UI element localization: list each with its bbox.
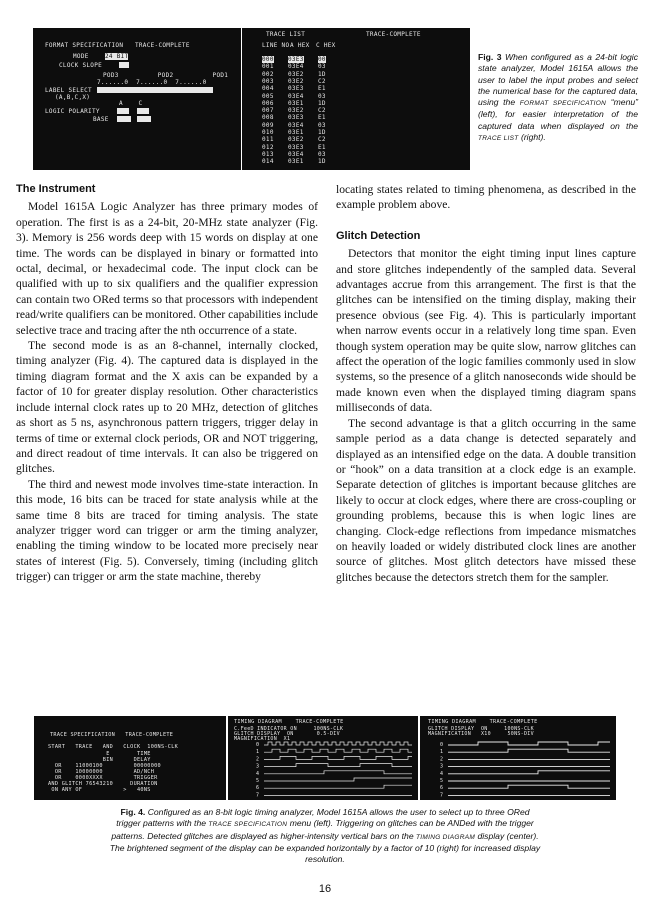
- fig3-caption: [478, 52, 638, 144]
- trace-list-cell: 003: [262, 77, 274, 85]
- base-label: BASE: [93, 116, 109, 123]
- left-column: [16, 182, 318, 585]
- trace-list-cell: 1D: [318, 99, 326, 107]
- timing-info-line: C.FeeD INDICATOR ON 100NS-CLK: [234, 726, 344, 732]
- logic-polarity-label: LOGIC POLARITY: [45, 108, 100, 115]
- trace-list-cell: 03E1: [288, 99, 304, 107]
- trace-list-cell: 013: [262, 150, 274, 158]
- col-header-line: LINE NO: [262, 42, 290, 49]
- base-c: [137, 116, 151, 122]
- screen-header: TIMING DIAGRAM TRACE-COMPLETE: [234, 719, 344, 725]
- polarity-a: [117, 108, 129, 114]
- polarity-c: [137, 108, 149, 114]
- trace-spec-line: OR 0000XXXX TRIGGER: [48, 775, 158, 781]
- trace-list-cell: 03E4: [288, 150, 304, 158]
- trace-list-cell: 03E3: [288, 114, 304, 122]
- channel-label: 4: [440, 770, 444, 777]
- channel-waveform: [448, 771, 610, 774]
- trace-list-cell: 011: [262, 136, 274, 144]
- channel-waveform: [264, 756, 412, 759]
- fig4-trace-specification-screen: [34, 716, 226, 800]
- trace-spec-line: OR 10000000 AD/NCH: [48, 769, 155, 775]
- fig4-magnified-timing-screen: [420, 716, 616, 800]
- pod-bit-ranges: 7......0 7......0 7......0: [97, 79, 207, 86]
- channel-waveform: [448, 742, 610, 745]
- timing-info-line: GLITCH DISPLAY ON 100NS-CLK: [428, 726, 534, 732]
- channel-waveform: [264, 749, 412, 752]
- fig4-caption-smallcaps2: TIMING DIAGRAM: [416, 833, 476, 841]
- trace-list-header: TRACE LIST: [266, 31, 306, 38]
- trace-list-cell: 008: [262, 114, 274, 122]
- trace-list-cell: 03E1: [288, 158, 304, 166]
- right-column: [336, 182, 636, 585]
- trace-complete-header: TRACE-COMPLETE: [366, 31, 421, 38]
- mode-value: 24 BIT: [105, 53, 129, 60]
- fig4-caption-text3: display (center). The brightened segment of the display can be expanded horizontally by a factor of 10 (right) for increased display resolution.: [109, 830, 541, 865]
- trace-list-cell: 005: [262, 92, 274, 100]
- trace-spec-line: BIN DELAY: [48, 757, 151, 763]
- section-heading-glitch-detection: Glitch Detection: [336, 229, 421, 242]
- polarity-columns: A C: [119, 100, 143, 107]
- trace-list-cell: 03E1: [288, 129, 304, 136]
- trace-list-cell: E1: [318, 114, 326, 122]
- paragraph: Model 1615A Logic Analyzer has three primary modes of operation. The first is as a 24-bit, 20-MHz state analyzer (Fig. 3). Memory is 256 words deep with 15 words on display at one time. The words can be displayed in binary or formatted into octal, decimal, or hexadecimal code. The input clock can be qualified with up to six qualifiers and the qualifier expression can contain two ORed terms so that processors with independent read/write qualifiers can be monitored. Other capabilities include selective trace and tracing after the nth occurrence of a state.: [16, 200, 318, 337]
- trace-list-cell: C2: [318, 77, 326, 85]
- fig3-caption-text2: “menu” (left), for easier interpretation of the captured data when displayed on the: [478, 97, 639, 131]
- mode-label: MODE: [73, 53, 89, 60]
- label-select-bar: [97, 87, 213, 93]
- paragraph-continuation: locating states related to timing phenomena, as described in the example problem above.: [336, 183, 636, 212]
- col-header-c: C HEX: [316, 42, 336, 49]
- channel-waveform: [264, 778, 412, 781]
- timing-info-line: GLITCH DISPLAY ON 0.5-DIV: [234, 731, 340, 737]
- trace-list-cell: 010: [262, 129, 274, 136]
- trace-list-cell: 007: [262, 107, 274, 115]
- fig4-timing-diagram-screen: [228, 716, 418, 800]
- trace-list-cell: 03E2: [288, 77, 304, 85]
- channel-label: 3: [440, 763, 444, 770]
- trace-list-cell: C2: [318, 136, 326, 144]
- fig4-caption-text2: menu (left). Triggering on glitches can be ANDed with the trigger patterns. Detected glitches are displayed as higher-intensity vertical bars on the: [111, 818, 534, 841]
- trace-spec-line: AND GLITCH 76543210 DURATION: [48, 781, 158, 787]
- paragraph: Detectors that monitor the eight timing input lines capture and store glitches independently of the sampled data. Several advantages accrue from this arrangement. The first is that the glitches can be intensified on the timing display, making their presence obvious (see Fig. 4). This is particularly important when narrow events occur in a relatively long time span. Even though system operation may be quite slow, narrow glitches can affect the operation of the logic families commonly used in slow systems, so the presence of a glitch nanoseconds wide should be made known even when the displayed timing diagram spans milliseconds of data.: [336, 247, 636, 415]
- fig3-caption-text: When configured as a 24-bit logic state analyzer, Model 1615A allows the user to label the input probes and select the numerical base for the captured data, using the: [478, 52, 638, 108]
- channel-waveform: [264, 764, 412, 767]
- trace-list-cell: 03E2: [288, 136, 304, 144]
- channel-label: 2: [440, 756, 444, 763]
- trace-spec-line: ON ANY OF > 40NS: [48, 787, 151, 793]
- trace-spec-line: E TIME: [48, 751, 151, 757]
- trace-list-cell: 1D: [318, 70, 326, 78]
- fig3-caption-smallcaps2: TRACE LIST: [478, 135, 519, 143]
- channel-label: 4: [256, 770, 260, 777]
- channel-waveform: [264, 785, 412, 788]
- col-header-a: A HEX: [290, 42, 310, 49]
- channel-label: 2: [256, 756, 260, 763]
- fig4-caption-text: Configured as an 8-bit logic timing analyzer, Model 1615A allows the user to select up to three ORed trigger patterns with the: [116, 807, 530, 829]
- trace-list-cell: 03E4: [288, 121, 304, 129]
- channel-waveform: [448, 785, 610, 788]
- label-select-label: LABEL SELECT: [45, 87, 92, 94]
- trace-list-cell: 03: [318, 121, 326, 129]
- trace-list-cell: 03: [318, 92, 326, 100]
- paragraph: The second advantage is that a glitch occurring in the same sample period as a data change is detected separately and displayed as an intensified edge on the data. A double transition or “hook” on a data transition at a clock edge is an example. Separate detection of glitches is important because glitches are likely to occur at clock edges, where there are cross-coupling or grounding problems, because this is when logic lines are changing. Clock-edge reflections from impedance mismatches on heavily loaded or widely distributed clock lines are another source of glitches. Most glitch detectors have missed these glitches because the detectors stretch them for the sampler.: [336, 416, 636, 584]
- channel-label: 5: [440, 778, 444, 784]
- channel-label: 0: [440, 742, 444, 748]
- channel-label: 6: [256, 785, 260, 792]
- channel-label: 6: [440, 785, 444, 792]
- clock-slope-value: [119, 62, 129, 68]
- trace-list-cell: 012: [262, 143, 274, 151]
- trace-list-cell: 03E3: [288, 56, 304, 63]
- clock-slope-label: CLOCK SLOPE: [59, 62, 103, 69]
- channel-label: 7: [256, 792, 260, 799]
- channel-waveform: [264, 771, 412, 774]
- timing-info-line: MAGNIFICATION X1: [234, 736, 291, 742]
- channel-label: 5: [256, 778, 260, 784]
- trace-list-cell: E1: [318, 85, 326, 93]
- channel-label: 1: [440, 749, 444, 756]
- trace-list-cell: 03: [318, 63, 326, 71]
- fig3-trace-list-screen: [242, 28, 470, 170]
- base-a: [117, 116, 131, 122]
- trace-spec-line: START TRACE AND CLOCK 100NS-CLK: [48, 744, 179, 750]
- trace-list-cell: 009: [262, 121, 274, 129]
- trace-list-cell: 00: [318, 56, 326, 63]
- channel-waveform: [264, 742, 412, 745]
- trace-list-cell: 1D: [318, 129, 326, 136]
- trace-spec-line: OR 11000100 00000000: [48, 763, 161, 769]
- timing-waveforms-magnified: [420, 716, 616, 800]
- trace-list-cell: 001: [262, 63, 274, 71]
- trace-list-cell: 03E3: [288, 85, 304, 93]
- paragraph: The third and newest mode involves time-state interaction. In this mode, 16 bits can be traced for state analysis while at the same time 8 bits are traced for timing analysis. The state analyzer trigger word can trigger or arm the timing analyzer, enabling the timing window to be located more precisely near states of interest (Fig. 5). Conversely, timing (including glitch trigger) can trigger or arm the state machine, thereby: [16, 477, 318, 584]
- label-select-sub: (A,B,C,X): [55, 94, 91, 101]
- fig4-caption-label: Fig. 4.: [120, 807, 146, 817]
- trace-list-cell: 006: [262, 99, 274, 107]
- trace-list-cell: 03E2: [288, 70, 304, 78]
- pod-headers: POD3 POD2 POD1: [103, 72, 229, 79]
- trace-list-cell: 03: [318, 150, 326, 158]
- trace-list-cell: C2: [318, 107, 326, 115]
- trace-list-cell: 014: [262, 158, 274, 166]
- fig3-caption-smallcaps: FORMAT SPECIFICATION: [519, 100, 607, 108]
- channel-label: 1: [256, 749, 260, 756]
- trace-list-cell: 1D: [318, 158, 326, 166]
- trace-list-cell: 000: [262, 56, 274, 63]
- trace-list-cell: 03E4: [288, 63, 304, 71]
- trace-list-cell: 004: [262, 85, 274, 93]
- fig4-caption: [108, 807, 542, 865]
- screen-header: TIMING DIAGRAM TRACE-COMPLETE: [428, 719, 538, 725]
- trace-list-cell: E1: [318, 143, 326, 151]
- fig3-format-specification-screen: [33, 28, 241, 170]
- timing-info-line: MAGNIFICATION X10 50NS-DIV: [428, 731, 534, 737]
- screen-header: TRACE SPECIFICATION TRACE-COMPLETE: [50, 732, 174, 738]
- screen-header: FORMAT SPECIFICATION TRACE-COMPLETE: [45, 42, 190, 49]
- trace-list-cell: 03E2: [288, 107, 304, 115]
- section-heading-instrument: The Instrument: [16, 183, 96, 195]
- page-number: 16: [318, 883, 332, 895]
- trace-list-cell: 03E3: [288, 143, 304, 151]
- channel-label: 0: [256, 742, 260, 748]
- channel-label: 3: [256, 763, 260, 770]
- channel-label: 7: [440, 792, 444, 799]
- fig3-caption-text3: (right).: [520, 132, 546, 143]
- paragraph: The second mode is as an 8-channel, internally clocked, timing analyzer (Fig. 4). The captured data is displayed in the timing diagram format and the X axis can be expanded by a factor of 10 for greater display resolution. Other characteristics include internal clock rates up to 20 MHz, detection of glitches as short as 5 ns, asynchronous pattern triggers, trigger delay in terms of time or external clock periods, OR and NOT triggering, and direct readout of time intervals. It can also be triggered on glitches.: [16, 339, 318, 476]
- fig3-caption-label: Fig. 3: [478, 52, 502, 62]
- channel-waveform: [448, 749, 610, 752]
- fig4-caption-smallcaps: TRACE SPECIFICATION: [208, 821, 288, 829]
- trace-list-cell: 03E4: [288, 92, 304, 100]
- timing-waveforms: [228, 716, 418, 800]
- trace-list-cell: 002: [262, 70, 274, 78]
